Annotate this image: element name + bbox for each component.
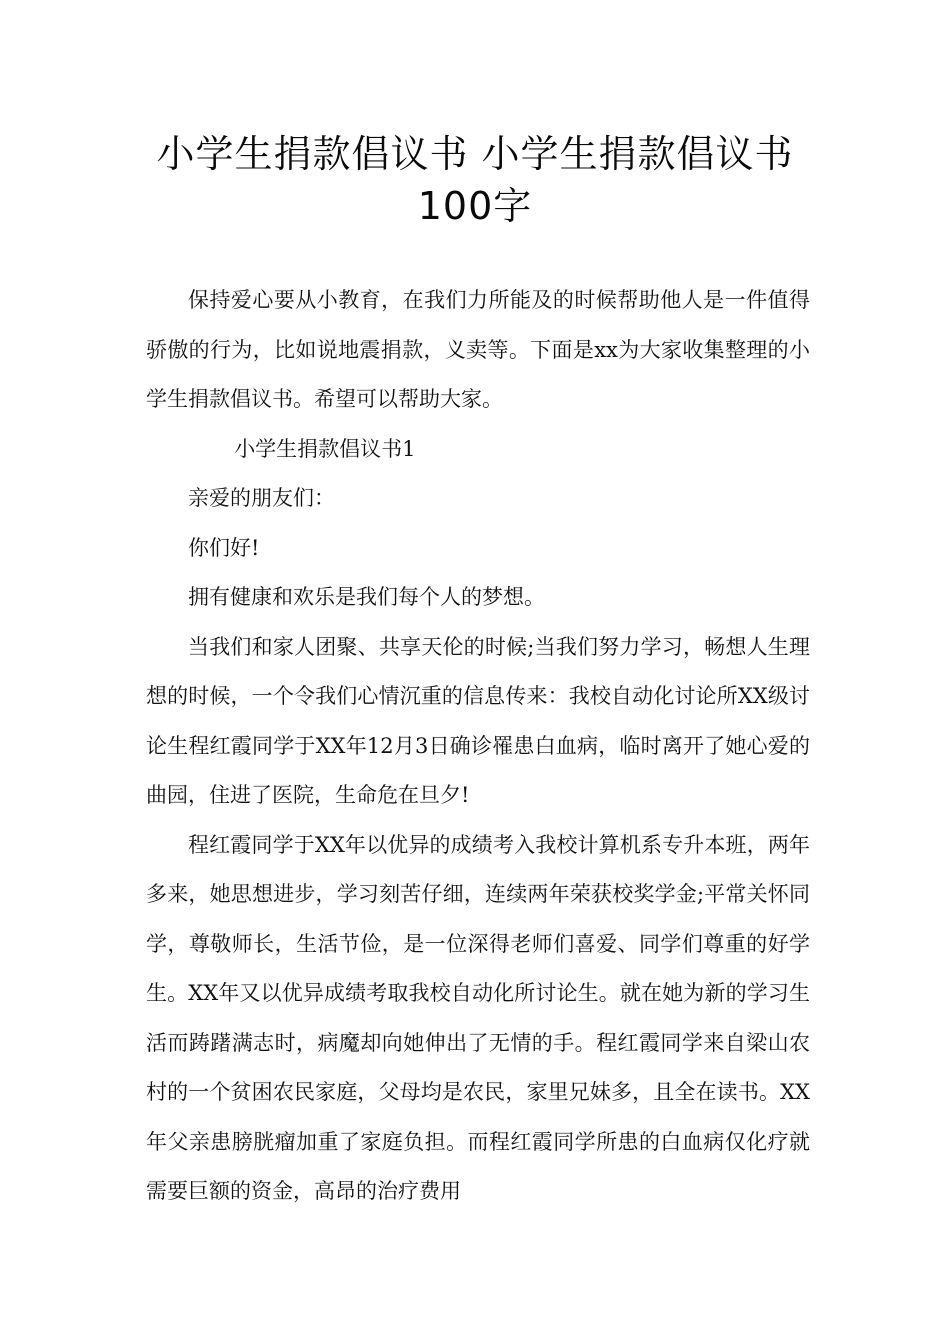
document-title-line-1: 小学生捐款倡议书 小学生捐款倡议书 (156, 132, 794, 176)
document-body (146, 276, 810, 1217)
greeting: 你们好! (188, 535, 260, 560)
body-paragraph: 当我们和家人团聚、共享天伦的时候;当我们努力学习，畅想人生理想的时候，一个令我们心情沉重的信息传来：我校自动化讨论所XX级讨论生程红霞同学于XX年12月3日确诊罹患白血病，临时离开了她心爱的曲园，住进了医院，生命危在旦夕! (146, 634, 810, 807)
intro-paragraph: 保持爱心要从小教育，在我们力所能及的时候帮助他人是一件值得骄傲的行为，比如说地震捐款，义卖等。下面是xx为大家收集整理的小学生捐款倡议书。希望可以帮助大家。 (146, 288, 810, 411)
salutation: 亲爱的朋友们： (188, 486, 335, 510)
section-heading: 小学生捐款倡议书1 (234, 436, 416, 461)
body-paragraph: 程红霞同学于XX年以优异的成绩考入我校计算机系专升本班，两年多来，她思想进步，学习刻苦仔细，连续两年荣获校奖学金;平常关怀同学，尊敬师长，生活节俭，是一位深得老师们喜爱、同学们尊重的好学生。XX年又以优异成绩考取我校自动化所讨论生。就在她为新的学习生活而踌躇满志时，病魔却向她伸出了无情的手。程红霞同学来自梁山农村的一个贫困农民家庭，父母均是农民，家里兄妹多，且全在读书。XX年父亲患膀胱瘤加重了家庭负担。而程红霞同学所患的白血病仅化疗就需要巨额的资金，高昂的治疗费用 (146, 832, 810, 1203)
document-title-line-2: 100字 (417, 184, 533, 228)
body-paragraph: 拥有健康和欢乐是我们每个人的梦想。 (188, 585, 545, 609)
